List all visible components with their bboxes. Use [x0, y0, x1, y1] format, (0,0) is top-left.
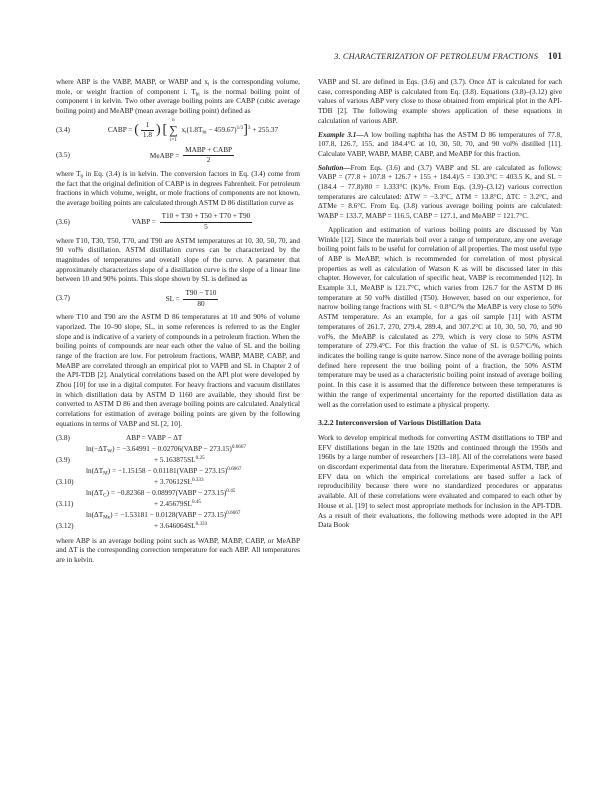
page-number: 101 — [548, 51, 562, 61]
example-3-1: Example 3.1—A low boiling naphtha has the ASTM D 86 temperatures of 77.8, 107.8, 126.7, 155, and 184.4°C at 10, 30, 50, 70, and 90 vol% distilled [11]. Calculate VABP, WABP, MABP, CABP, and MeABP for this fraction. — [318, 130, 562, 158]
equation-3-9: (3.9) + $5.163875SL^{0.25}$ — [56, 455, 205, 465]
section-heading-3-2-2: 3.2.2 Interconversion of Various Distillation Data — [318, 418, 481, 428]
equation-3-10: (3.10) + $3.70612SL^{0.333}$ — [56, 477, 204, 487]
paragraph-conversion-factors: where $T_b$ in Eq. (3.4) is in kelvin. The conversion factors in Eq. (3.4) come from the fact that the original definition of CABP is in degrees Fahrenheit. For petroleum fractions in which volume, weight, or mole fractions of components are not known, the average boiling points are calculated through ASTM D 86 distillation curve as — [56, 169, 301, 207]
equation-3-7: (3.7) SL = $\frac{T90 - T10}{80}$ — [56, 288, 217, 308]
equation-3-5: (3.5) MeABP = $\frac{\text{MABP + CABP}}{2}$ — [56, 145, 233, 165]
solution-3-1: Solution—From Eqs. (3.6) and (3.7) VABP and SL are calculated as follows: VABP = (77.8 + 107.8 + 126.7 + 155 + 184.4)/5 = 130.3°C = 403.5 K, and SL = (184.4 − 77.8)/80 = 1.333°C (K)/%. From Eqs. (3.9)–(3.12) various correction temperatures are calculated: ΔTW = −3.3°C, ΔTM = 13.8°C, ΔTC = 3.2°C, and ΔTMe = 8.6°C. From Eq. (3.8) various average boiling points are calculated: WABP = 133.7, MABP = 116.5, CABP = 127.1, and MeABP = 121.7°C. — [318, 163, 562, 221]
paragraph-boiling-points-discussion: Application and estimation of various boiling points are discussed by Van Winkle [12]. Since the materials boil over a range of temperature, any one average boiling point fails to be useful for correlation of all properties. The most useful type of ABP is MeABP, which is recommended for correlation of most physical properties as well as calculation of Watson K as will be discussed later in this chapter. However, for calculation of specific heat, VABP is recommended [12]. In Example 3.1, MeABP is 121.7°C, which varies from 126.7 for the ASTM D 86 temperature at 50 vol% distilled (T50). However, based on our experience, for narrow boiling range fractions with SL < 0.8°C/% the MeABP is very close to 50% ASTM temperature. As an example, for a gas oil sample [11] with ASTM temperatures of 261.7, 270, 279.4, 289.4, and 307.2°C at 10, 30, 50, 70, and 90 vol%, the MeABP is calculated as 279, which is very close to 50% ASTM temperature of 279.4°C. For this fraction the value of SL is 0.57°C/%, which indicates the boiling range is quite narrow. Since none of the average boiling points defined here represent the true boiling point of a fraction, the 50% ASTM temperature may be used as a characteristic boiling point instead of average boiling point. In this case it is assumed that the difference between these temperatures is within the range of experimental uncertainty for the reported distillation data as well as the correlation used to estimate a physical property. — [318, 225, 562, 409]
equation-3-6: (3.6) VABP = $\frac{T10 + T30 + T50 + T70 + T90}{5}$ — [56, 212, 251, 232]
chapter-title: 3. CHARACTERIZATION OF PETROLEUM FRACTIONS — [334, 52, 539, 61]
equations-3-8-to-3-12 — [56, 434, 300, 533]
paragraph-abp-definition: where ABP is the VABP, MABP, or WABP and $x_i$ is the corresponding volume, mole, or weight fraction of component i. $T_{bi}$ is the normal boiling point of component i in kelvin. Two other average boiling points are CABP (cubic average boiling point) and MeABP (mean average boiling point) defined as — [56, 78, 300, 116]
equation-3-11-a: $\ln(\Delta T_{Me}) = -1.53181$ − 0.0128(VABP − 273.15)$^{0.6667}$ — [86, 510, 241, 521]
equation-3-11: (3.11) + $2.45679SL^{0.45}$ — [56, 499, 202, 509]
running-header — [56, 51, 562, 65]
paragraph-slope: where T10, T30, T50, T70, and T90 are ASTM temperatures at 10, 30, 50, 70, and 90 vol% distillation. ASTM distillation curves can be characterized by the magnitudes of temperatures and overall slope of the curve. A parameter that approximately characterizes slope of a distillation curve is the slope of a linear line between 10 and 90% points. This slope shown by SL is defined as — [56, 236, 300, 284]
paragraph-interconversion: Work to develop empirical methods for converting ASTM distillations to TBP and EFV distillations began in the late 1920s and continued through the 1950s and 1960s by a large number of researchers [13–18]. All of the correlations were based on discordant experimental data from the literature. Experimental ASTM, TBP, and EFV data on which the empirical correlations are based suffer a lack of reproducibility because there were no standardized procedures or apparatus available. All of these correlations were evaluated and compared to each other by House et al. [19] to select most appropriate methods for inclusion in the API-TDB. As a result of their evaluations, the following methods were adopted in the API Data Book — [318, 433, 562, 530]
equation-3-10-a: $\ln(\Delta T_C) = -0.82368$ − 0.08997(VABP − 273.15)$^{0.45}$ — [86, 488, 236, 499]
left-column — [56, 78, 300, 566]
equation-3-8: (3.8) ABP = VABP − ΔT — [56, 434, 183, 443]
paragraph-abp-correction: where ABP is an average boiling point such as WABP, MABP, CABP, or MeABP and ΔT is the corresponding correction temperature for each ABP. All temperatures are in kelvin. — [56, 536, 300, 564]
right-column — [318, 78, 562, 531]
equation-3-12: (3.12) + $3.646064SL^{0.333}$ — [56, 521, 208, 531]
equation-3-9-a: $\ln(\Delta T_M) = -1.15158$ − 0.01181(VABP − 273.15)$^{0.6667}$ — [86, 466, 242, 477]
equation-3-8-a: $\ln(-\Delta T_W) = -3.64991$ − 0.02706(VABP − 273.15)$^{0.6667}$ — [86, 444, 247, 455]
paragraph-abp-definitions-ref: VABP and SL are defined in Eqs. (3.6) and (3.7). Once ΔT is calculated for each case, corresponding ABP is calculated from Eq. (3.8). Equations (3.8)–(3.12) give values of various ABP very close to those obtained from empirical plot in the API-TDB [2]. The following example shows application of these equations in calculation of various ABP. — [318, 78, 562, 125]
paragraph-engler-slope: where T10 and T90 are the ASTM D 86 temperatures at 10 and 90% of volume vaporized. The 10–90 slope, SL, in some references is referred to as the Engler slope and is indicative of a variety of compounds in a petroleum fraction. When the boiling points of compounds are near each other the value of SL and the boiling range of the fraction are low. For petroleum fractions, WABP, MABP, CABP, and MeABP are correlated through an empirical plot to VAPB and SL in Chapter 2 of the API-TDB [2]. Analytical correlations based on the API plot were developed by Zhou [10] for use in a digital computer. For heavy fractions and vacuum distillates in which distillation data by ASTM D 1160 are available, they should first be converted to ASTM D 86 and then average boiling points are calculated. Analytical correlations for estimation of average boiling points are given by the following equations in terms of VABP and SL [2, 10]. — [56, 313, 300, 428]
equation-3-4: (3.4) CABP = ( $\frac{1}{1.8}$ ) [ n ∑ i=1 $x_i(1.8T_{bi} - 459.67)^{1/3}]^3 + 255.37$ — [56, 118, 279, 143]
